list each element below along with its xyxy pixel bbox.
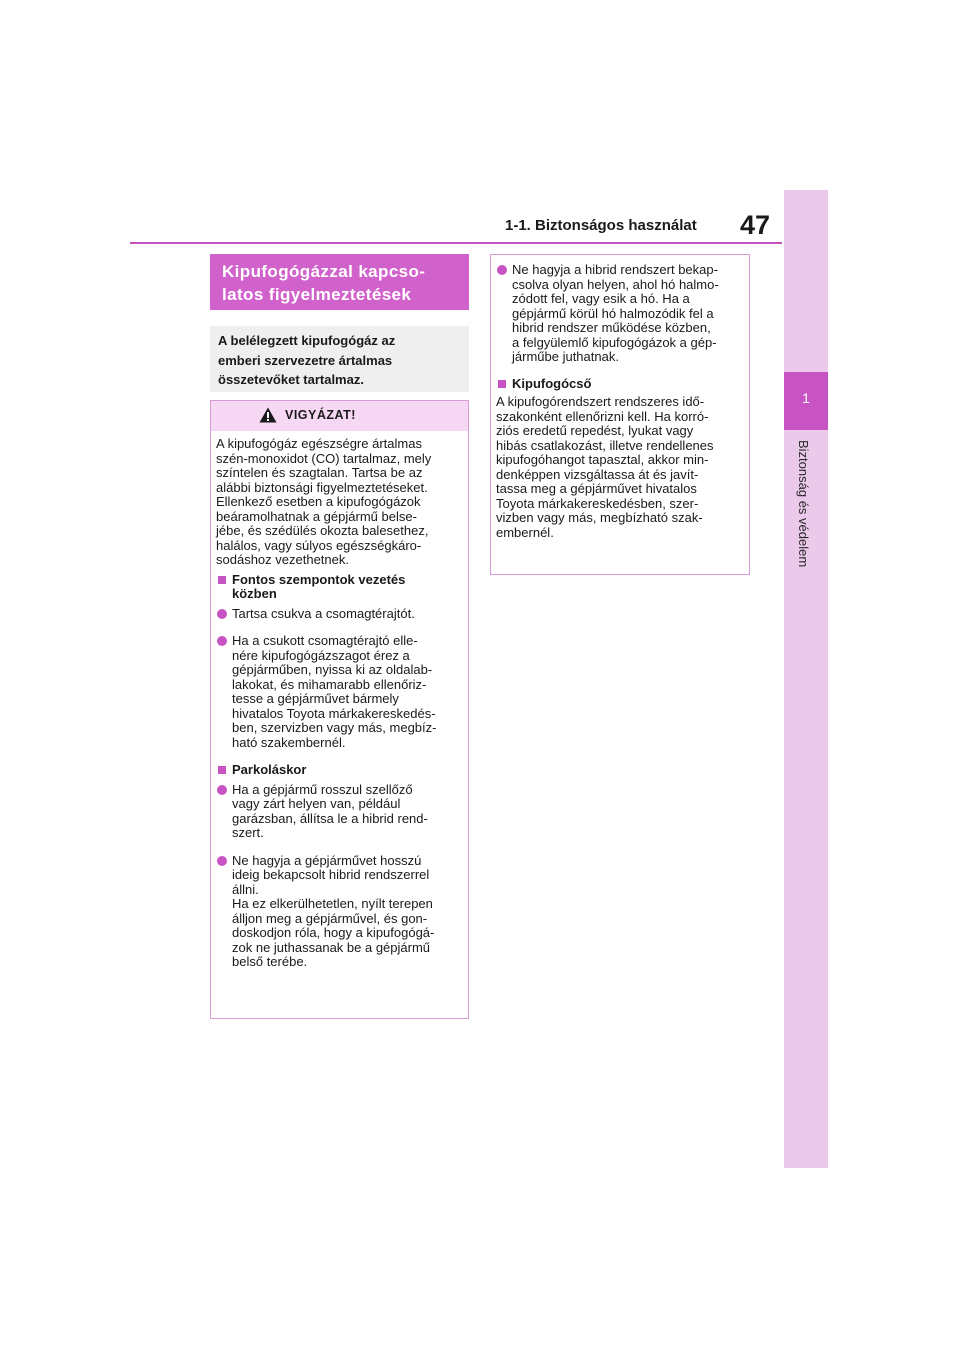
list-item: Tartsa csukva a csomagtérajtót. bbox=[216, 607, 466, 622]
summary-line-1: A belélegzett kipufogógáz az bbox=[218, 333, 396, 348]
warning-triangle-icon bbox=[259, 407, 277, 423]
list-item: Ne hagyja a gépjárművet hosszú ideig bekapcsolt hibrid rendszerrel állni. Ha ez elkerülhetetlen, nyílt terepen álljon meg a gépjárművel, és gon- doskodjon róla, hogy a kipufogógá- zok ne juthassanak be a gépjármű belső terébe. bbox=[216, 854, 466, 970]
heading-line-2: latos figyelmeztetések bbox=[222, 285, 412, 304]
list-item: Ne hagyja a hibrid rendszert bekap- csolva olyan helyen, ahol hó halmo- zódott fel, vagy esik a hó. Ha a gépjármű körül hó halmozódik fel a hibrid rendszer működése közben, a felgyülemlő kipufogógázok a gép- járműbe juthatnak. bbox=[496, 263, 746, 365]
summary-line-3: összetevőket tartalmaz. bbox=[218, 372, 364, 387]
warning-intro: A kipufogógáz egészségre ártalmas szén-monoxidot (CO) tartalmaz, mely színtelen és szagtalan. Tartsa be az alábbi biztonsági figyelmeztetéseket. Ellenkező esetben a kipufogógázok beáramolhatnak a gépjármű belse- jébe, és szédülés okozta balesethez, halálos, vagy súlyos egészségkáro- sodáshoz vezethetnek. bbox=[216, 436, 432, 567]
warning-content bbox=[216, 437, 466, 970]
warning-header bbox=[211, 401, 468, 431]
list-item: Ha a csukott csomagtérajtó elle- nére kipufogógázszagot érez a gépjárműben, nyissa ki az oldalab- lakokat, és mihamarabb ellenőriz- tesse a gépjárművet bármely hivatalos Toyota márkakereskedés- ben, szervizben vagy más, megbíz- ható szakembernél. bbox=[216, 634, 466, 750]
header-divider bbox=[130, 242, 782, 244]
chapter-number: 1 bbox=[802, 390, 810, 406]
chapter-label: Biztonság és védelem bbox=[796, 440, 811, 568]
summary-line-2: emberi szervezetre ártalmas bbox=[218, 352, 393, 368]
warning-title: VIGYÁZAT! bbox=[285, 408, 356, 422]
exhaust-pipe-text: A kipufogórendszert rendszeres idő- szakonként ellenőrizni kell. Ha korró- ziós eredetű repedést, lyukat vagy hibás csatlakozást, illetve rendellenes kipufogóhangot tapasztal, akkor min- denképpen vizsgáltassa át és javít- tassa meg a gépjárművet hivatalos Toyota márkakereskedésben, szer- vizben vagy más, megbízható szak- embernél. bbox=[496, 394, 714, 540]
heading-line-1: Kipufogógázzal kapcso- bbox=[222, 262, 426, 281]
section-title: 1-1. Biztonságos használat bbox=[505, 217, 697, 234]
warning-box-continued bbox=[490, 254, 750, 575]
page-number: 47 bbox=[740, 210, 771, 240]
list-item: Ha a gépjármű rosszul szellőző vagy zárt helyen van, például garázsban, állítsa le a hibrid rend- szert. bbox=[216, 783, 466, 841]
section-heading bbox=[210, 254, 469, 310]
subheading-driving: Fontos szempontok vezetés közben bbox=[216, 573, 466, 602]
summary-box bbox=[210, 326, 469, 392]
subheading-parking: Parkoláskor bbox=[216, 763, 466, 778]
subheading-exhaust-pipe: Kipufogócső bbox=[496, 377, 746, 392]
warning-box bbox=[210, 400, 469, 1019]
warning-content-continued bbox=[496, 263, 746, 540]
